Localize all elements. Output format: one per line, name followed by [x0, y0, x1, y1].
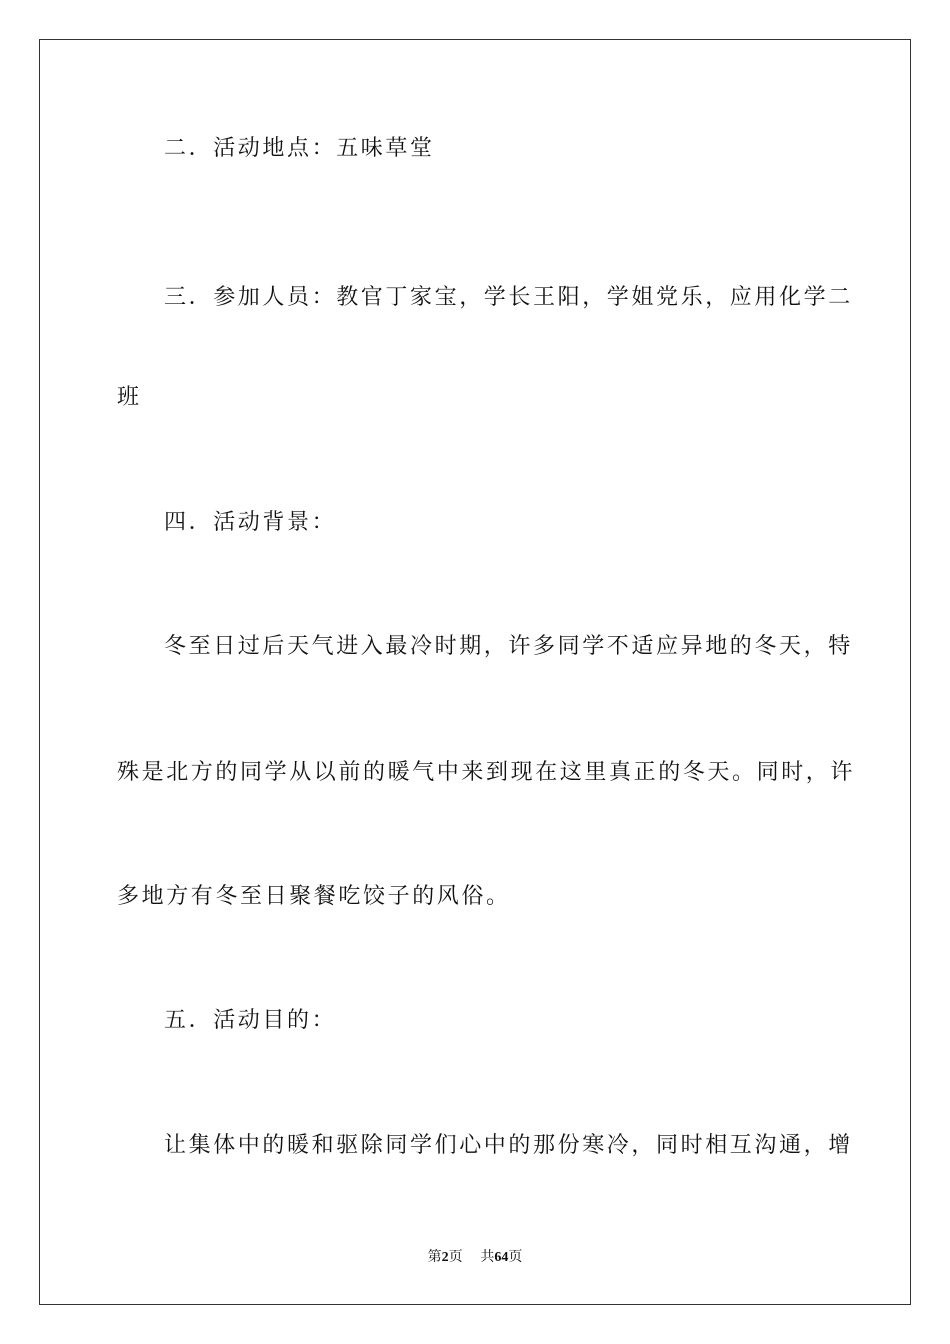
paragraph-background-line-2: 殊是北方的同学从以前的暖气中来到现在这里真正的冬天。同时，许: [117, 760, 856, 785]
footer-total-suffix: 页: [508, 1249, 523, 1265]
footer-page-prefix: 第: [427, 1249, 442, 1265]
footer-total-prefix: 共: [480, 1249, 495, 1265]
page-footer: [0, 1247, 950, 1268]
section-5-heading: 五．活动目的：: [164, 1008, 337, 1033]
footer-page-number: 2: [441, 1250, 449, 1265]
paragraph-background-line-3: 多地方有冬至日聚餐吃饺子的风俗。: [117, 884, 511, 909]
footer-page-suffix: 页: [448, 1249, 463, 1265]
footer-total-number: 64: [494, 1250, 509, 1265]
paragraph-background-line-1: 冬至日过后天气进入最冷时期，许多同学不适应异地的冬天，特: [164, 634, 853, 659]
paragraph-purpose-line-1: 让集体中的暖和驱除同学们心中的那份寒冷，同时相互沟通，增: [164, 1133, 853, 1158]
section-4-heading: 四．活动背景：: [164, 510, 337, 535]
page-border: [39, 39, 911, 1305]
section-2-location: 二．活动地点：五味草堂: [164, 136, 435, 161]
section-3-participants-continued: 班: [117, 385, 142, 410]
section-3-participants: 三．参加人员：教官丁家宝，学长王阳，学姐党乐，应用化学二: [164, 285, 853, 310]
